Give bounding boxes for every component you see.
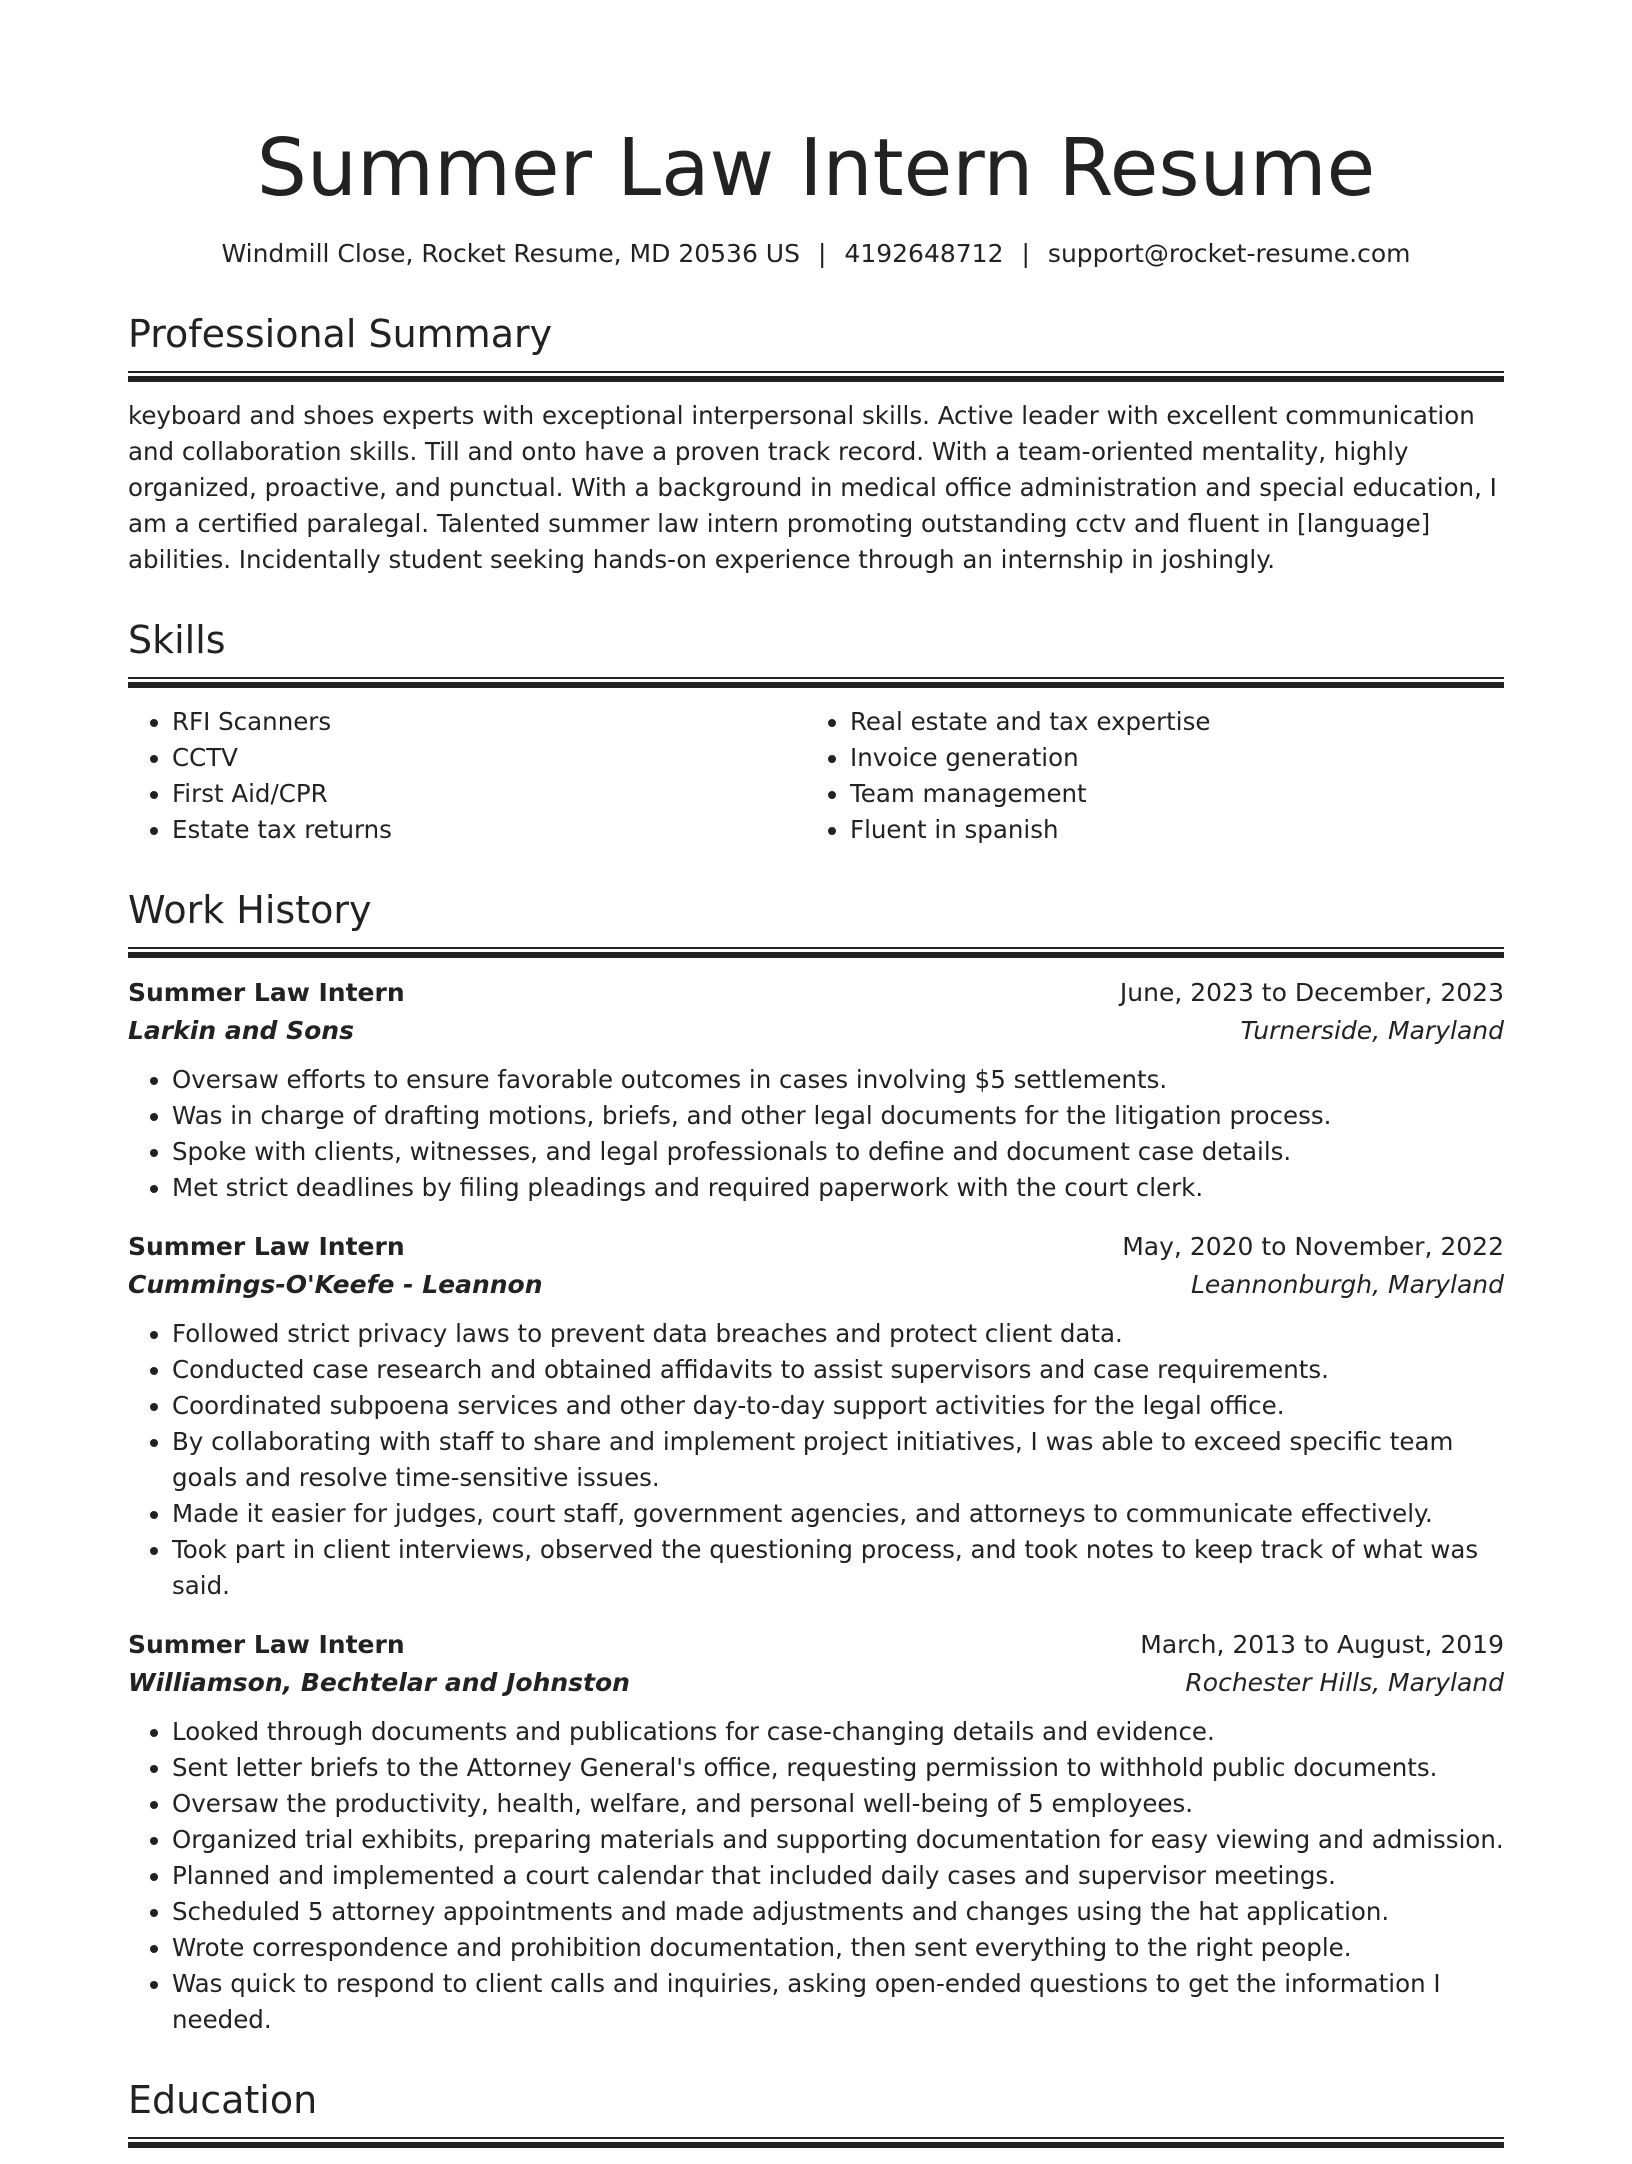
section-divider	[128, 2137, 1504, 2148]
job-entry	[128, 974, 1504, 1206]
job-dates: May, 2020 to November, 2022	[1122, 1232, 1504, 1261]
skill-item: • Fluent in spanish	[850, 812, 1484, 848]
skill-item: • Invoice generation	[850, 740, 1484, 776]
contact-address: Windmill Close, Rocket Resume, MD 20536 US	[221, 239, 800, 268]
job-location: Rochester Hills, Maryland	[1185, 1668, 1504, 1697]
contact-email: support@rocket-resume.com	[1047, 239, 1411, 268]
section-heading-summary: Professional Summary	[128, 312, 553, 356]
job-bullet: • Organized trial exhibits, preparing materials and supporting documentation for easy viewing and admission.	[172, 1822, 1504, 1858]
skill-item: • CCTV	[172, 740, 806, 776]
job-company: Cummings-O'Keefe - Leannon	[128, 1270, 543, 1299]
contact-phone: 4192648712	[844, 239, 1004, 268]
contact-separator: |	[1021, 239, 1030, 268]
skills-column-right	[806, 704, 1484, 848]
job-title: Summer Law Intern	[128, 1630, 405, 1659]
section-heading-education: Education	[128, 2078, 318, 2122]
skill-item: • First Aid/CPR	[172, 776, 806, 812]
job-entry	[128, 1626, 1504, 2038]
job-bullet: • Spoke with clients, witnesses, and legal professionals to define and document case details.	[172, 1134, 1504, 1170]
job-bullet: • Was in charge of drafting motions, briefs, and other legal documents for the litigation process.	[172, 1098, 1504, 1134]
job-bullet: • Met strict deadlines by filing pleadings and required paperwork with the court clerk.	[172, 1170, 1504, 1206]
job-bullet: • Took part in client interviews, observed the questioning process, and took notes to keep track of what was said.	[172, 1532, 1504, 1604]
job-bullet: • Conducted case research and obtained affidavits to assist supervisors and case requirements.	[172, 1352, 1504, 1388]
job-subheader	[128, 1012, 1504, 1050]
skills-list	[128, 704, 1504, 848]
section-heading-skills: Skills	[128, 618, 226, 662]
section-divider	[128, 677, 1504, 688]
job-bullets	[128, 1062, 1504, 1206]
job-bullets	[128, 1316, 1504, 1604]
job-header	[128, 974, 1504, 1012]
job-location: Leannonburgh, Maryland	[1190, 1270, 1504, 1299]
job-bullets	[128, 1714, 1504, 2038]
summary-text: keyboard and shoes experts with exceptional interpersonal skills. Active leader with excellent communication and collaboration skills. Till and onto have a proven track record. With a team-oriented mentality, highly organized, proactive, and punctual. With a background in medical office administration and special education, I am a certified paralegal. Talented summer law intern promoting outstanding cctv and fluent in [language] abilities. Incidentally student seeking hands-on experience through an internship in joshingly.	[128, 401, 1497, 574]
skill-item: • Estate tax returns	[172, 812, 806, 848]
skill-item: • RFI Scanners	[172, 704, 806, 740]
job-bullet: • By collaborating with staff to share and implement project initiatives, I was able to exceed specific team goals and resolve time-sensitive issues.	[172, 1424, 1504, 1496]
job-title: Summer Law Intern	[128, 1232, 405, 1261]
section-divider	[128, 947, 1504, 958]
job-header	[128, 1228, 1504, 1266]
job-bullet: • Made it easier for judges, court staff, government agencies, and attorneys to communicate effectively.	[172, 1496, 1504, 1532]
job-entry	[128, 1228, 1504, 1604]
job-bullet: • Sent letter briefs to the Attorney General's office, requesting permission to withhold public documents.	[172, 1750, 1504, 1786]
job-subheader	[128, 1266, 1504, 1304]
job-bullet: • Scheduled 5 attorney appointments and made adjustments and changes using the hat application.	[172, 1894, 1504, 1930]
job-dates: March, 2013 to August, 2019	[1140, 1630, 1504, 1659]
resume-title: Summer Law Intern Resume	[256, 122, 1376, 214]
job-bullet: • Wrote correspondence and prohibition documentation, then sent everything to the right people.	[172, 1930, 1504, 1966]
contact-separator: |	[817, 239, 827, 268]
job-bullet: • Was quick to respond to client calls and inquiries, asking open-ended questions to get the information I needed.	[172, 1966, 1504, 2038]
job-bullet: • Followed strict privacy laws to prevent data breaches and protect client data.	[172, 1316, 1504, 1352]
section-heading-work-history: Work History	[128, 888, 372, 932]
job-company: Larkin and Sons	[128, 1016, 354, 1045]
skill-item: • Team management	[850, 776, 1484, 812]
job-bullet: • Looked through documents and publications for case-changing details and evidence.	[172, 1714, 1504, 1750]
contact-line	[128, 236, 1504, 272]
job-title: Summer Law Intern	[128, 978, 405, 1007]
skill-item: • Real estate and tax expertise	[850, 704, 1484, 740]
job-bullet: • Oversaw efforts to ensure favorable outcomes in cases involving $5 settlements.	[172, 1062, 1504, 1098]
job-company: Williamson, Bechtelar and Johnston	[128, 1668, 630, 1697]
job-bullet: • Oversaw the productivity, health, welfare, and personal well-being of 5 employees.	[172, 1786, 1504, 1822]
job-bullet: • Coordinated subpoena services and other day-to-day support activities for the legal office.	[172, 1388, 1504, 1424]
resume-content	[128, 118, 1504, 2164]
skills-column-left	[128, 704, 806, 848]
section-divider	[128, 371, 1504, 382]
job-location: Turnerside, Maryland	[1240, 1016, 1504, 1045]
job-subheader	[128, 1664, 1504, 1702]
job-bullet: • Planned and implemented a court calendar that included daily cases and supervisor meetings.	[172, 1858, 1504, 1894]
job-dates: June, 2023 to December, 2023	[1119, 978, 1504, 1007]
job-header	[128, 1626, 1504, 1664]
